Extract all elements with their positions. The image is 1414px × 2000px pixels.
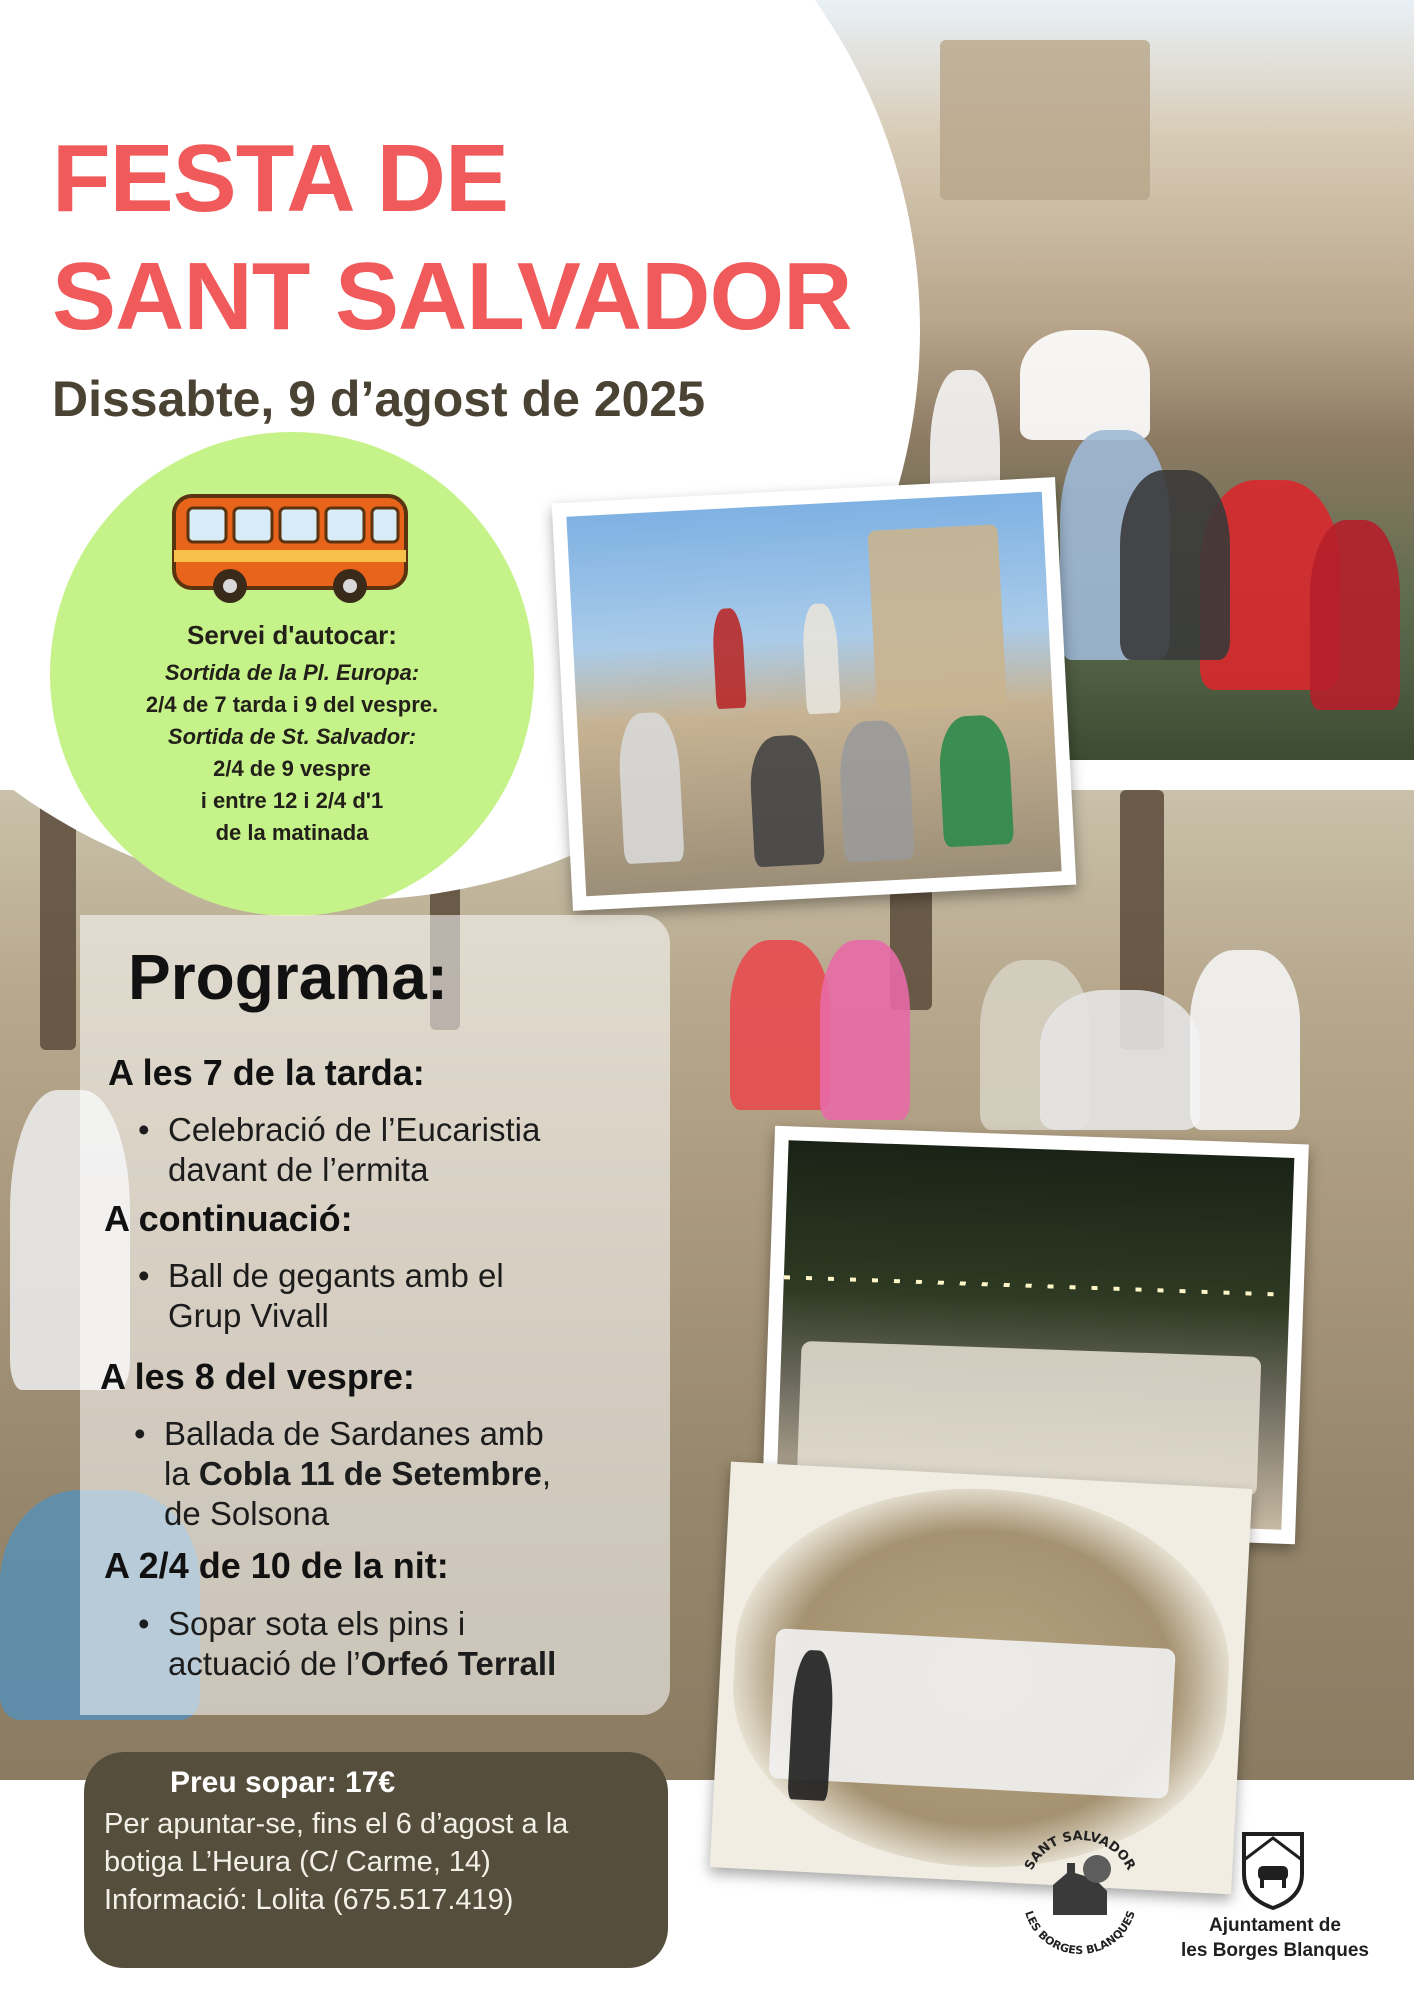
program-item-2-line-2: Grup Vivall [168, 1297, 329, 1334]
bus-line-2: 2/4 de 7 tarda i 9 del vespre. [145, 692, 439, 717]
ajuntament-name-line-2: les Borges Blanques [1181, 1940, 1369, 1961]
bullet-icon: • [138, 1111, 150, 1148]
bus-icon [168, 488, 416, 608]
title-line-2: SANT SALVADOR [52, 243, 852, 350]
bus-service-text [92, 620, 492, 849]
event-date: Dissabte, 9 d’agost de 2025 [52, 371, 706, 427]
program-item-4-line-2-pre: actuació de l’ [168, 1645, 361, 1682]
orfeo-name: Orfeó Terrall [360, 1645, 557, 1682]
ajuntament-name-line-1: Ajuntament de [1209, 1915, 1341, 1936]
bus-service-title: Servei d'autocar: [187, 620, 397, 650]
bus-line-5: i entre 12 i 2/4 d'1 [200, 788, 384, 813]
program-item-2 [132, 1256, 504, 1336]
program-heading-4: A 2/4 de 10 de la nit: [104, 1545, 449, 1586]
program-item-3-line-3: de Solsona [164, 1495, 330, 1532]
price-line-2: botiga L’Heura (C/ Carme, 14) [104, 1846, 491, 1878]
program-heading-2: A continuació: [104, 1198, 353, 1239]
title-line-1: FESTA DE [52, 125, 509, 232]
program-heading-3: A les 8 del vespre: [100, 1356, 415, 1397]
bullet-icon: • [138, 1605, 150, 1642]
program-item-1-line-1: Celebració de l’Eucaristia [168, 1111, 541, 1148]
bus-line-6: de la matinada [215, 820, 369, 845]
program-title: Programa: [128, 941, 449, 1013]
logo-text-bottom: LES BORGES BLANQUES [1022, 1909, 1138, 1958]
svg-text:LES BORGES BLANQUES [1022, 1909, 1138, 1957]
svg-text:SANT SALVADOR [1022, 1829, 1138, 1873]
program-item-2-line-1: Ball de gegants amb el [168, 1257, 504, 1294]
program-heading-1: A les 7 de la tarda: [108, 1052, 425, 1093]
price-line-1: Per apuntar-se, fins el 6 d’agost a la [104, 1808, 569, 1840]
program-item-4-line-1: Sopar sota els pins i [168, 1605, 466, 1642]
program-item-1-line-2: davant de l’ermita [168, 1151, 429, 1188]
sant-salvador-logo [1005, 1815, 1155, 1965]
program-item-4 [132, 1604, 556, 1684]
ajuntament-shield-icon [1240, 1830, 1306, 1910]
bus-line-4: 2/4 de 9 vespre [213, 756, 371, 781]
logo-text-top: SANT SALVADOR [1022, 1828, 1138, 1873]
event-title [52, 120, 912, 356]
bus-line-1: Sortida de la Pl. Europa: [164, 660, 420, 685]
bus-line-3: Sortida de St. Salvador: [167, 724, 417, 749]
giants-photo [552, 477, 1077, 911]
program-item-3-line-2-post: , [541, 1455, 552, 1492]
program-item-3-line-1: Ballada de Sardanes amb [164, 1415, 544, 1452]
program-item-3-line-2-pre: la [164, 1455, 199, 1492]
price-title: Preu sopar: 17€ [170, 1766, 396, 1799]
choir-photo [710, 1462, 1253, 1895]
program-item-1 [132, 1110, 540, 1190]
bullet-icon: • [138, 1257, 150, 1294]
bullet-icon: • [134, 1415, 146, 1452]
cobla-name: Cobla 11 de Setembre [198, 1455, 542, 1492]
price-line-3: Informació: Lolita (675.517.419) [104, 1884, 514, 1916]
program-item-3 [128, 1414, 551, 1534]
string-lights [784, 1275, 1290, 1297]
